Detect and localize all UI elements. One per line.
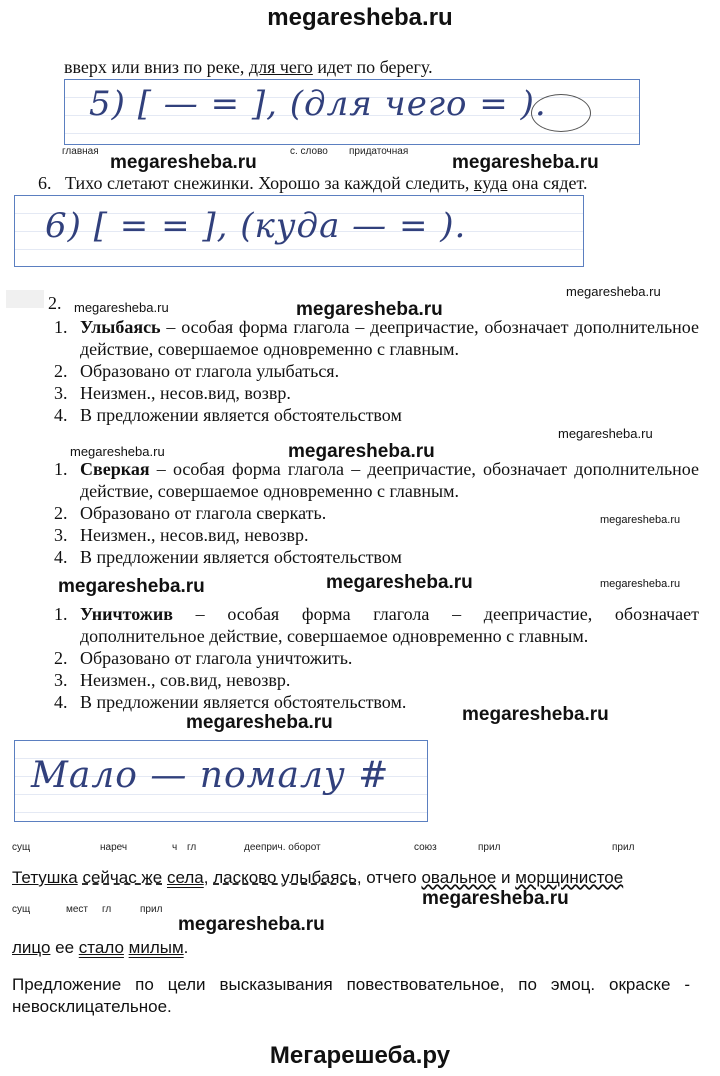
handwritten-word-analysis-text: Мало — помалу # (31, 755, 390, 796)
list-item-number: 2. (54, 648, 68, 668)
pos-label: прил (140, 904, 163, 915)
list-item-number: 1. (54, 317, 68, 337)
conclusion-text: Предложение по цели высказывания повествовательное, по эмоц. окраске - невосклицательное. (12, 975, 690, 1016)
word-participle-phrase: ласково улыбаясь (213, 868, 357, 887)
watermark: megaresheba.ru (110, 152, 257, 173)
pos-label: нареч (100, 842, 128, 853)
pos-label: прил (478, 842, 501, 853)
list-item-bold: Уничтожив (80, 604, 173, 624)
watermark: megaresheba.ru (296, 299, 443, 320)
list-item (54, 546, 699, 568)
list-item-text: В предложении является обстоятельством (80, 547, 402, 567)
line-text-before: вверх или вниз по реке, (64, 57, 249, 77)
line-text-after: идет по берегу. (312, 57, 433, 77)
watermark: megaresheba.ru (186, 712, 333, 733)
list-item-number: 4. (54, 547, 68, 567)
watermark: megaresheba.ru (58, 576, 205, 597)
pos-label: мест (66, 904, 89, 915)
list-item (54, 404, 699, 426)
sentence-6-number: 6. (38, 173, 52, 193)
handwritten-scheme-5-text: 5) [ — = ], (для чего = ). (89, 84, 547, 124)
punct: , (203, 868, 214, 887)
exercise-line-top (64, 56, 433, 78)
list-item-text: Неизмен., сов.вид, невозвр. (80, 670, 291, 690)
punct: . (183, 938, 189, 957)
list-item (54, 360, 699, 382)
list-item-text: – особая форма глагола – деепричастие, обозначает дополнительное действие, совершаемое одновременно с главным. (80, 459, 699, 501)
label-subordinate: придаточная (349, 146, 409, 157)
pos-label: прил (612, 842, 635, 853)
watermark: megaresheba.ru (600, 514, 681, 526)
morph-block-1 (54, 316, 699, 426)
word-subject-2: лицо (12, 938, 51, 957)
text-conj: , отчего (356, 868, 422, 887)
list-item-number: 1. (54, 459, 68, 479)
list-item-bold: Улыбаясь (80, 317, 161, 337)
word-predicate-3: милым (128, 938, 184, 957)
list-item (54, 603, 699, 647)
morph-block-2 (54, 458, 699, 568)
word-attribute-2: морщинистое (515, 868, 624, 887)
list-item-text: – особая форма глагола – деепричастие, обозначает дополнительное действие, совершаемое одновременно с главным. (80, 604, 699, 646)
list-item-number: 3. (54, 670, 68, 690)
pos-label: союз (414, 842, 437, 853)
handwritten-scheme-6 (14, 195, 584, 267)
pos-label: сущ (12, 842, 31, 853)
watermark: megaresheba.ru (70, 444, 165, 459)
page-footer-title: Мегарешеба.ру (269, 1042, 451, 1069)
list-item-text: Неизмен., несов.вид, невозвр. (80, 525, 309, 545)
text-pronoun: ее (50, 938, 79, 957)
word-predicate: села (166, 868, 204, 887)
watermark: megaresheba.ru (566, 284, 661, 299)
word-predicate-2: стало (78, 938, 124, 957)
list-item-number: 3. (54, 525, 68, 545)
analyzed-sentence-line-1 (12, 868, 623, 888)
sentence-6-after: она сядет. (507, 173, 588, 193)
watermark: megaresheba.ru (452, 152, 599, 173)
list-item-text: Образовано от глагола улыбаться. (80, 361, 340, 381)
handwritten-word-analysis (14, 740, 428, 822)
list-item-text: Образовано от глагола уничтожить. (80, 648, 353, 668)
pos-label: дееприч. оборот (244, 842, 321, 853)
morph-block-3 (54, 603, 699, 713)
section-2-number: 2. (48, 293, 62, 313)
list-item (54, 669, 699, 691)
list-item-text: – особая форма глагола – деепричастие, обозначает дополнительное действие, совершаемое одновременно с главным. (80, 317, 699, 359)
text-and: и (496, 868, 516, 887)
pos-label: сущ (12, 904, 31, 915)
list-item-text: Неизмен., несов.вид, возвр. (80, 383, 291, 403)
list-item-bold: Сверкая (80, 459, 150, 479)
pos-label: ч (172, 842, 178, 853)
sentence-6-before: Тихо слетают снежинки. Хорошо за каждой следить, (65, 173, 474, 193)
analyzed-sentence-line-2 (12, 938, 188, 958)
pos-label: гл (102, 904, 112, 915)
line-underlined: для чего (248, 57, 313, 77)
label-conj-word: с. слово (290, 146, 328, 157)
list-item-number: 2. (54, 361, 68, 381)
list-item-number: 4. (54, 692, 68, 712)
list-item (54, 647, 699, 669)
watermark: megaresheba.ru (600, 578, 681, 590)
page-header-title: megaresheba.ru (267, 4, 453, 31)
sentence-6-underlined: куда (473, 173, 508, 193)
ellipse-mark-icon (531, 94, 591, 132)
list-item (54, 382, 699, 404)
handwritten-scheme-6-text: 6) [ = = ], (куда — = ). (45, 206, 467, 246)
list-item-number: 4. (54, 405, 68, 425)
watermark: megaresheba.ru (558, 426, 653, 441)
watermark: megaresheba.ru (326, 572, 473, 593)
list-item-text: Образовано от глагола сверкать. (80, 503, 327, 523)
section-number-shade (6, 290, 44, 308)
list-item (54, 458, 699, 502)
word-attribute-1: овальное (421, 868, 497, 887)
word-adverbial: сейчас же (82, 868, 163, 887)
watermark: megaresheba.ru (422, 888, 569, 909)
watermark: megaresheba.ru (288, 441, 435, 462)
watermark: megaresheba.ru (74, 300, 169, 315)
watermark: megaresheba.ru (462, 704, 609, 725)
watermark: megaresheba.ru (178, 914, 325, 935)
list-item-text: В предложении является обстоятельством (80, 405, 402, 425)
list-item (54, 524, 699, 546)
label-main: главная (62, 146, 99, 157)
list-item-number: 1. (54, 604, 68, 624)
list-item-number: 2. (54, 503, 68, 523)
list-item (54, 316, 699, 360)
list-item-number: 3. (54, 383, 68, 403)
handwritten-scheme-5 (64, 79, 640, 145)
sentence-6 (38, 172, 587, 194)
word-subject: Тетушка (12, 868, 78, 887)
pos-label: гл (187, 842, 197, 853)
list-item-text: В предложении является обстоятельством. (80, 692, 407, 712)
